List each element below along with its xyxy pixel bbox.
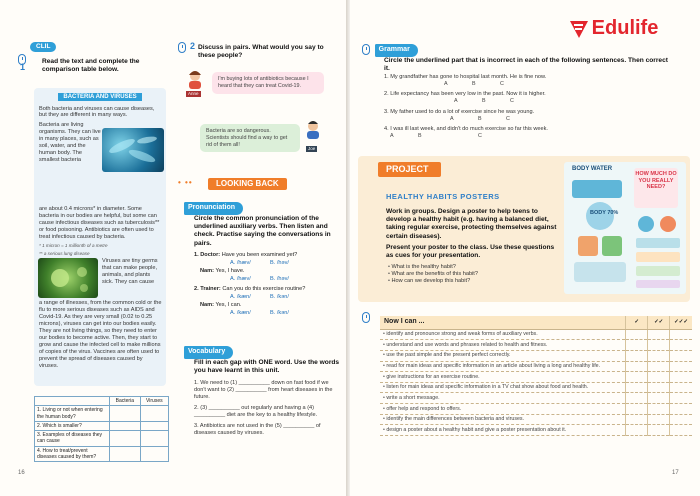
table-cell: 4. How to treat/prevent diseases caused by them? (35, 446, 110, 462)
article-para2-rest: a range of illnesses, from the common cold or the flu to more serious diseases such as AIDS and Covid-19. As they are very small (0.02 to 0.25 microns), viruses can get into our bodies easily. They are not living things, so they need to enter our bodies to become active. Then, they start to grow and cause the infected cell to make millions of copies of the virus. Vaccines are often used to prevent the spread of diseases caused by viruses. (39, 300, 162, 369)
can-do-item: • identify and pronounce strong and weak forms of auxiliary verbs. (380, 329, 626, 340)
article-para1-top: Bacteria are living organisms. They can live in many places, such as soil, water, and the human body. The smallest bacteria (39, 122, 101, 164)
option-a[interactable]: A. /kæn/ (230, 293, 251, 300)
abc-labels (384, 116, 674, 124)
table-header (35, 397, 110, 406)
tick-cell[interactable] (626, 393, 648, 404)
conv-line (194, 252, 342, 259)
conv-options (194, 294, 342, 301)
label-a: A (444, 80, 448, 87)
exercise-2-header (178, 41, 328, 60)
grammar-sentences (384, 74, 674, 141)
pronunciation-instruction: Circle the common pronunciation of the underlined auxiliary verbs. Then listen and check. Practise saying the conversations in pairs. (194, 215, 331, 247)
tick-cell[interactable] (670, 393, 692, 404)
vocabulary-items (194, 380, 334, 437)
tick-cell[interactable] (648, 393, 670, 404)
vocab-item[interactable]: 2. (3) __________ out regularly and having a (4) __________ diet are the key to a healthy lifestyle. (194, 404, 318, 418)
clil-label: CLIL (30, 42, 56, 52)
speech-bubble-joe: Bacteria are so dangerous. Scientists should find a way to get rid of them all! (200, 124, 300, 152)
tick-cell[interactable] (648, 340, 670, 351)
cue-item: • What are the benefits of this habit? (388, 271, 558, 278)
table-cell-blank[interactable] (110, 431, 141, 447)
person-icon (304, 120, 322, 140)
tick-cell[interactable] (626, 329, 648, 340)
pronunciation-conversations (194, 252, 342, 318)
tick-cell[interactable] (648, 414, 670, 425)
line-text: Have you been examined yet? (221, 252, 298, 258)
exercise-2-instruction: Discuss in pairs. What would you say to these people? (198, 44, 324, 60)
mouse-icon (362, 312, 370, 323)
tick-cell[interactable] (626, 425, 648, 436)
table-cell: 3. Examples of diseases they can cause (35, 431, 110, 447)
option-b[interactable]: B. /həv/ (270, 259, 289, 266)
tick-cell[interactable] (670, 414, 692, 425)
option-b[interactable]: B. /kən/ (270, 293, 289, 300)
label-c: C (506, 115, 510, 122)
vocab-item[interactable]: 1. We need to (1) __________ down on fast food if we don't want to (2) __________ from heart diseases in the future. (194, 380, 333, 400)
tick-cell[interactable] (648, 361, 670, 372)
table-row (35, 421, 169, 430)
tick-cell[interactable] (670, 404, 692, 415)
article-title-wrap (34, 94, 166, 102)
abc-labels (384, 98, 674, 106)
anne-avatar (186, 70, 204, 90)
table-cell: 1. Living or not when entering the human body? (35, 406, 110, 422)
can-do-item: • give instructions for an exercise routine. (380, 372, 626, 383)
line-number: 1. (194, 252, 199, 258)
bacteria-image (102, 128, 164, 172)
mouse-icon (362, 44, 370, 55)
virus-image (38, 258, 98, 298)
conv-options (194, 260, 342, 267)
grammar-label: Grammar (375, 44, 418, 57)
tick-cell[interactable] (648, 382, 670, 393)
table-header-row (35, 397, 169, 406)
grammar-sentence[interactable]: 1. My grandfather has gone to hospital last month. He is fine now. (384, 74, 547, 80)
project-title: HEALTHY HABITS POSTERS (386, 192, 500, 201)
article-para1-rest: are about 0.4 microns* in diameter. Some bacteria in our bodies are helpful, but some can cause infectious diseases such as tuberculosis** or food poisoning. Antibiotics are often used to treat infectious caused by bacteria. (39, 206, 160, 241)
footnote-2: ** a serious lung disease (39, 251, 90, 257)
poster-illustration-icon (570, 176, 630, 286)
label-b: B (418, 133, 422, 140)
speech-bubble-anne: I'm buying lots of antibiotics because I heard that they can treat Covid-19. (212, 72, 324, 94)
tick-cell[interactable] (626, 361, 648, 372)
joe-avatar (304, 120, 322, 140)
person-icon (186, 70, 204, 90)
table-row (380, 404, 692, 415)
tick-cell[interactable] (648, 329, 670, 340)
now-i-can-table (380, 316, 692, 436)
table-row (380, 425, 692, 436)
table-row (380, 340, 692, 351)
table-cell-blank[interactable] (140, 431, 168, 447)
table-row (380, 350, 692, 361)
table-row (380, 414, 692, 425)
can-do-item: • offer help and respond to offers. (380, 404, 626, 415)
abc-labels (384, 133, 674, 141)
project-label: PROJECT (378, 162, 441, 177)
table-row (380, 361, 692, 372)
label-c: C (510, 98, 514, 105)
tick-cell[interactable] (648, 404, 670, 415)
tick-header: ✓ (626, 316, 648, 329)
vocabulary-label: Vocabulary (184, 346, 233, 359)
table-cell-blank[interactable] (110, 406, 141, 422)
table-row (380, 382, 692, 393)
grammar-section-label (362, 44, 418, 57)
edulife-logo-icon (568, 19, 590, 39)
article-para2-top: Viruses are tiny germs that can make people, animals, and plants sick. They can cause (102, 258, 158, 285)
option-a[interactable]: A. /kæn/ (230, 309, 251, 316)
vocab-item[interactable]: 3. Antibiotics are not used in the (5) __________ of diseases caused by viruses. (194, 422, 321, 436)
line-text: Yes, I have. (215, 267, 245, 274)
label-a: A (390, 133, 394, 140)
tick-cell[interactable] (626, 340, 648, 351)
poster-body: BODY 70% (590, 210, 619, 216)
table-header: Bacteria (110, 397, 141, 406)
abc-labels (384, 81, 674, 89)
table-row (380, 329, 692, 340)
label-b: B (478, 115, 482, 122)
option-b[interactable]: B. /kən/ (270, 309, 289, 316)
looking-back-banner (178, 178, 338, 192)
can-do-item: • design a poster about a healthy habit and give a poster presentation about it. (380, 425, 626, 436)
now-i-can-header-row (380, 316, 692, 329)
grammar-sentence[interactable]: 4. I was ill last week, and didn't do much exercise so far this week. (384, 126, 548, 133)
page-number: 17 (672, 470, 679, 476)
line-text: Can you do this exercise routine? (222, 285, 306, 292)
article-intro: Both bacteria and viruses can cause diseases, but they are different in many ways. (39, 105, 155, 119)
pronunciation-label: Pronunciation (184, 202, 243, 215)
pronunciation-section-label (184, 202, 243, 215)
label-b: B (472, 80, 476, 87)
table-row (380, 372, 692, 383)
option-b[interactable]: B. /həv/ (270, 275, 289, 282)
speaker: Doctor: (200, 252, 221, 258)
tick-cell[interactable] (626, 414, 648, 425)
now-i-can-section (362, 312, 370, 323)
table-row (35, 406, 169, 422)
can-do-item: • listen for main ideas and specific information in a TV chat show about food and health. (380, 382, 626, 393)
grammar-instruction: Circle the underlined part that is incorrect in each of the following sentences. Then correct it. (384, 57, 668, 73)
exercise-1-header (18, 54, 168, 74)
conv-options (194, 310, 342, 317)
article-title: BACTERIA AND VIRUSES (58, 93, 141, 101)
label-a: A (454, 98, 458, 105)
conv-options (194, 276, 342, 283)
edulife-logo (568, 16, 658, 41)
conv-line (194, 302, 342, 309)
poster-title: BODY WATER (572, 166, 613, 172)
poster-question: HOW MUCH DO YOU REALLY NEED? (634, 168, 678, 208)
tick-cell[interactable] (648, 425, 670, 436)
tick-cell[interactable] (670, 329, 692, 340)
can-do-item: • understand and use words and phrases related to health and fitness. (380, 340, 626, 351)
tick-cell[interactable] (670, 382, 692, 393)
table-cell-blank[interactable] (140, 406, 168, 422)
table-row (380, 393, 692, 404)
dots-icon: • •• (178, 178, 193, 187)
table-row (35, 431, 169, 447)
now-i-can-title: Now I can ... (380, 316, 626, 329)
tick-cell[interactable] (670, 350, 692, 361)
table-header: Viruses (140, 397, 168, 406)
label-a: A (450, 115, 454, 122)
can-do-item: • use the past simple and the present perfect correctly. (380, 350, 626, 361)
option-a[interactable]: A. /hæv/ (230, 259, 251, 266)
article-box (34, 88, 166, 386)
table-row (35, 446, 169, 462)
can-do-item: • read for main ideas and specific information in an article about living a long and healthy life. (380, 361, 626, 372)
table-cell-blank[interactable] (110, 421, 141, 430)
vocabulary-section-label (184, 346, 233, 359)
exercise-number: 1 (20, 62, 26, 72)
virus-shape-icon (38, 258, 98, 298)
comparison-table (34, 396, 169, 462)
tick-cell[interactable] (626, 350, 648, 361)
tick-cell[interactable] (626, 404, 648, 415)
project-instruction-2: Present your poster to the class. Use these questions as cues for your presentation. (386, 244, 555, 260)
tick-cell[interactable] (648, 350, 670, 361)
tick-cell[interactable] (626, 382, 648, 393)
table-cell-blank[interactable] (110, 446, 141, 462)
line-text: Yes, I can. (215, 301, 242, 308)
grammar-sentence[interactable]: 3. My father used to do a lot of exercise since he was young. (384, 108, 535, 115)
speaker: Nam: (200, 301, 214, 308)
anne-name: Anne (188, 91, 199, 96)
label-b: B (482, 98, 486, 105)
project-cues (388, 264, 558, 285)
poster-chart-icon (634, 214, 682, 290)
speaker: Nam: (200, 267, 214, 274)
exercise-number: 2 (190, 41, 196, 51)
line-number: 2. (194, 285, 199, 292)
speaker: Trainer: (200, 285, 221, 292)
clil-badge (30, 42, 56, 52)
vocabulary-instruction: Fill in each gap with ONE word. Use the words you have learnt in this unit. (194, 359, 340, 375)
tick-cell[interactable] (626, 372, 648, 383)
poster-image (564, 162, 686, 294)
table-cell: 2. Which is smaller? (35, 421, 110, 430)
cue-item: • How can we develop this habit? (388, 278, 558, 285)
table-cell-blank[interactable] (140, 446, 168, 462)
project-box (358, 156, 690, 302)
tick-cell[interactable] (670, 425, 692, 436)
joe-name: Joe (308, 146, 316, 151)
footnote-1: * 1 micron = 1 millionth of a metre (39, 243, 108, 249)
project-instruction-1: Work in groups. Design a poster to help teens to develop a healthy habit (e.g. having a balanced diet, taking regular exercise, protecting themselves against certain diseases). (386, 208, 557, 240)
right-page (350, 0, 700, 496)
brand-name: Edulife (591, 17, 659, 39)
tick-cell[interactable] (670, 340, 692, 351)
label-c: C (478, 133, 482, 140)
mouse-icon (178, 42, 186, 53)
conv-line (194, 268, 342, 275)
grammar-sentence[interactable]: 2. Life expectancy has been very low in the past. Now it is higher. (384, 91, 546, 98)
page-number: 16 (18, 470, 25, 476)
tick-cell[interactable] (648, 372, 670, 383)
can-do-item: • identify the main differences between bacteria and viruses. (380, 414, 626, 425)
tick-header: ✓✓✓ (670, 316, 692, 329)
table-cell-blank[interactable] (140, 421, 168, 430)
bacteria-shape-icon (102, 128, 164, 172)
cue-item: • What is the healthy habit? (388, 264, 558, 271)
tick-cell[interactable] (670, 372, 692, 383)
conv-line (194, 286, 342, 293)
option-a[interactable]: A. /hæv/ (230, 275, 251, 282)
tick-cell[interactable] (670, 361, 692, 372)
looking-back-title: LOOKING BACK (208, 178, 287, 190)
label-c: C (500, 80, 504, 87)
exercise-1-instruction: Read the text and complete the comparison table below. (42, 58, 140, 74)
can-do-item: • write a short message. (380, 393, 626, 404)
tick-header: ✓✓ (648, 316, 670, 329)
left-page (0, 0, 346, 496)
